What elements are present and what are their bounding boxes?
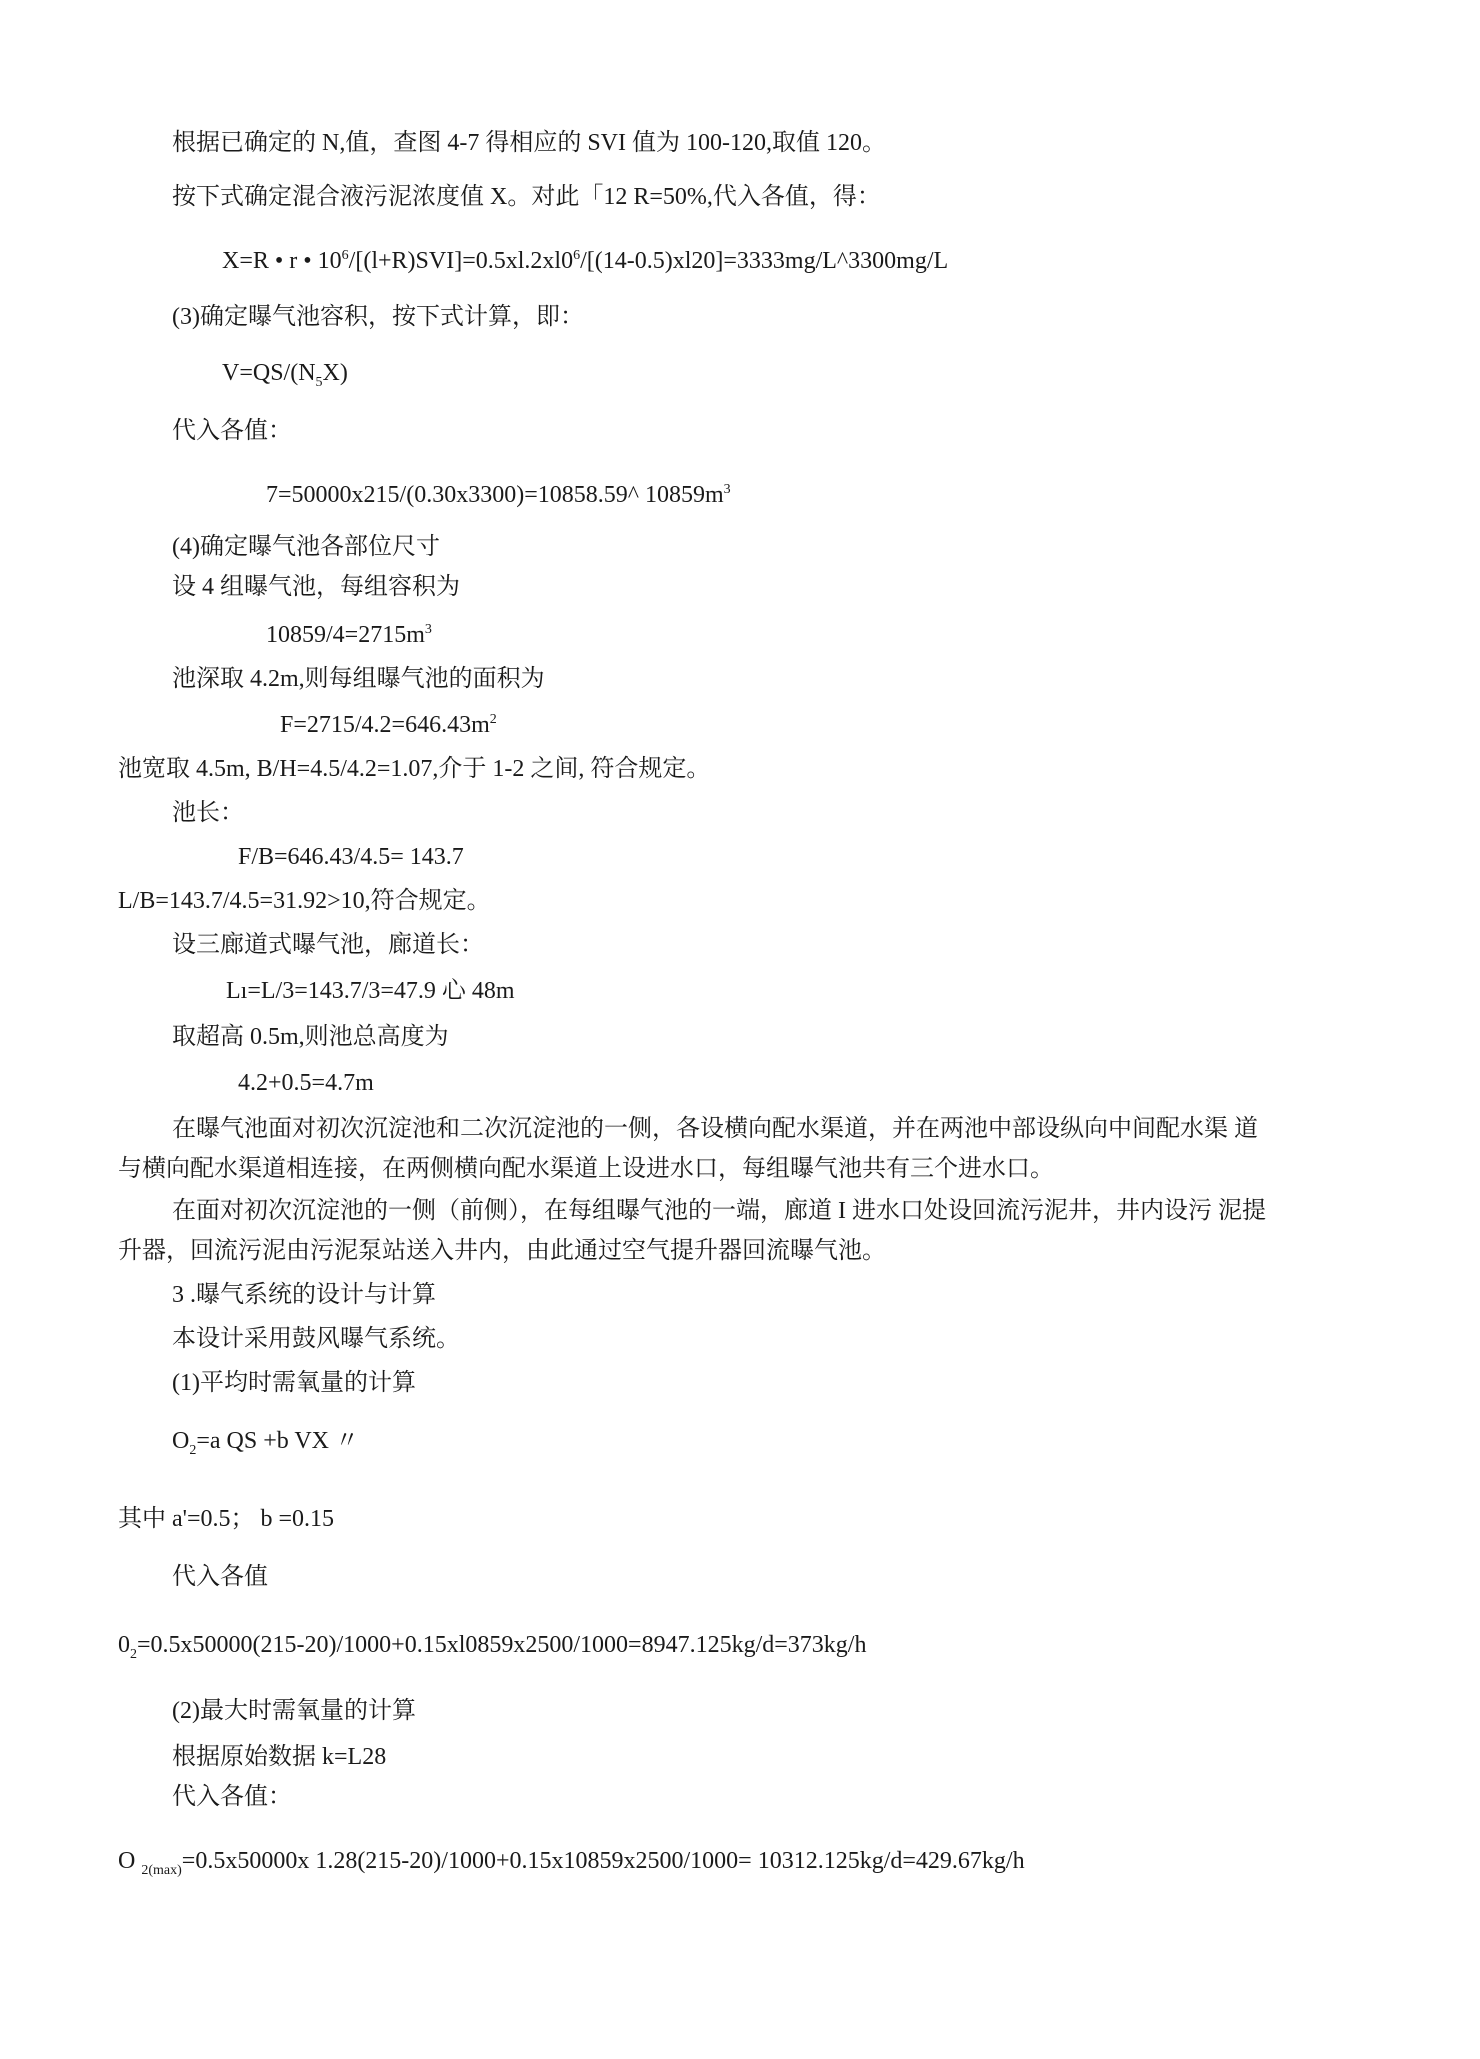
formula-line: Lı=L/3=143.7/3=47.9 心 48m bbox=[226, 978, 515, 1004]
formula-line: $0_2=0.5x50000(215-20)/1000+0.15xl0859x2500/1000=8947.125kg/d=373kg/h$ bbox=[118, 1632, 867, 1662]
formula-line: O $_{2(max)}$=0.5x50000x 1.28(215-20)/1000+0.15x10859x2500/1000= 10312.125kg/d=429.67kg/h bbox=[118, 1848, 1025, 1878]
paragraph-line: 在曝气池面对初次沉淀池和二次沉淀池的一侧，各设横向配水渠道，并在两池中部设纵向中间配水渠 道 bbox=[172, 1116, 1258, 1142]
text-line: 根据原始数据 k=L28 bbox=[172, 1744, 387, 1770]
text-line: 池长： bbox=[172, 800, 244, 826]
text-line: 设 4 组曝气池，每组容积为 bbox=[172, 574, 460, 600]
text-line: 其中 a'=0.5； b =0.15 bbox=[118, 1506, 335, 1532]
text-line: (2)最大时需氧量的计算 bbox=[172, 1698, 416, 1724]
formula-line: F/B=646.43/4.5= 143.7 bbox=[238, 844, 464, 870]
formula-line: $10859/4=2715m^3$ bbox=[266, 622, 432, 648]
text-line: 取超高 0.5m,则池总高度为 bbox=[172, 1024, 449, 1050]
formula-line: 7=50000x215/(0.30x3300)=10858.59^ $10859m^3$ bbox=[266, 482, 731, 508]
text-line: (3)确定曝气池容积，按下式计算，即： bbox=[172, 304, 584, 330]
text-line: 根据已确定的 N,值，查图 4-7 得相应的 SVI 值为 100-120,取值 120。 bbox=[172, 130, 886, 156]
text-line: 代入各值： bbox=[172, 1784, 292, 1810]
paragraph-line: 升器，回流污泥由污泥泵站送入井内，由此通过空气提升器回流曝气池。 bbox=[118, 1238, 886, 1264]
formula-line: 4.2+0.5=4.7m bbox=[238, 1070, 374, 1096]
text-line: 代入各值： bbox=[172, 418, 292, 444]
text-line: L/B=143.7/4.5=31.92>10,符合规定。 bbox=[118, 888, 491, 914]
text-line: 池宽取 4.5m, B/H=4.5/4.2=1.07,介于 1-2 之间, 符合规定。 bbox=[118, 756, 711, 782]
paragraph-line: 在面对初次沉淀池的一侧（前侧），在每组曝气池的一端，廊道 I 进水口处设回流污泥井，井内设污 泥提 bbox=[172, 1198, 1266, 1224]
text-line: 按下式确定混合液污泥浓度值 X。对此「12 R=50%,代入各值，得： bbox=[172, 184, 881, 210]
formula-line: $O_2=a$ QS +b VX 〃 bbox=[172, 1428, 359, 1458]
formula-line: X=R • r • $10^6/[(l+R)SVI]=0.5xl.2xl0^6/[(14-0.5)xl20]=3333mg/L\^{}3300mg/L$ bbox=[222, 248, 949, 274]
formula-line: $V=QS/(N_5X)$ bbox=[222, 360, 348, 390]
formula-line: $F=2715/4.2=646.43m^2$ bbox=[280, 712, 497, 738]
text-line: 本设计采用鼓风曝气系统。 bbox=[172, 1326, 460, 1352]
section-heading: 3 .曝气系统的设计与计算 bbox=[172, 1282, 436, 1308]
paragraph-line: 与横向配水渠道相连接，在两侧横向配水渠道上设进水口，每组曝气池共有三个进水口。 bbox=[118, 1156, 1054, 1182]
text-line: 代入各值 bbox=[172, 1564, 268, 1590]
text-line: (4)确定曝气池各部位尺寸 bbox=[172, 534, 440, 560]
text-line: (1)平均时需氧量的计算 bbox=[172, 1370, 416, 1396]
text-line: 设三廊道式曝气池，廊道长： bbox=[172, 932, 484, 958]
text-line: 池深取 4.2m,则每组曝气池的面积为 bbox=[172, 666, 545, 692]
